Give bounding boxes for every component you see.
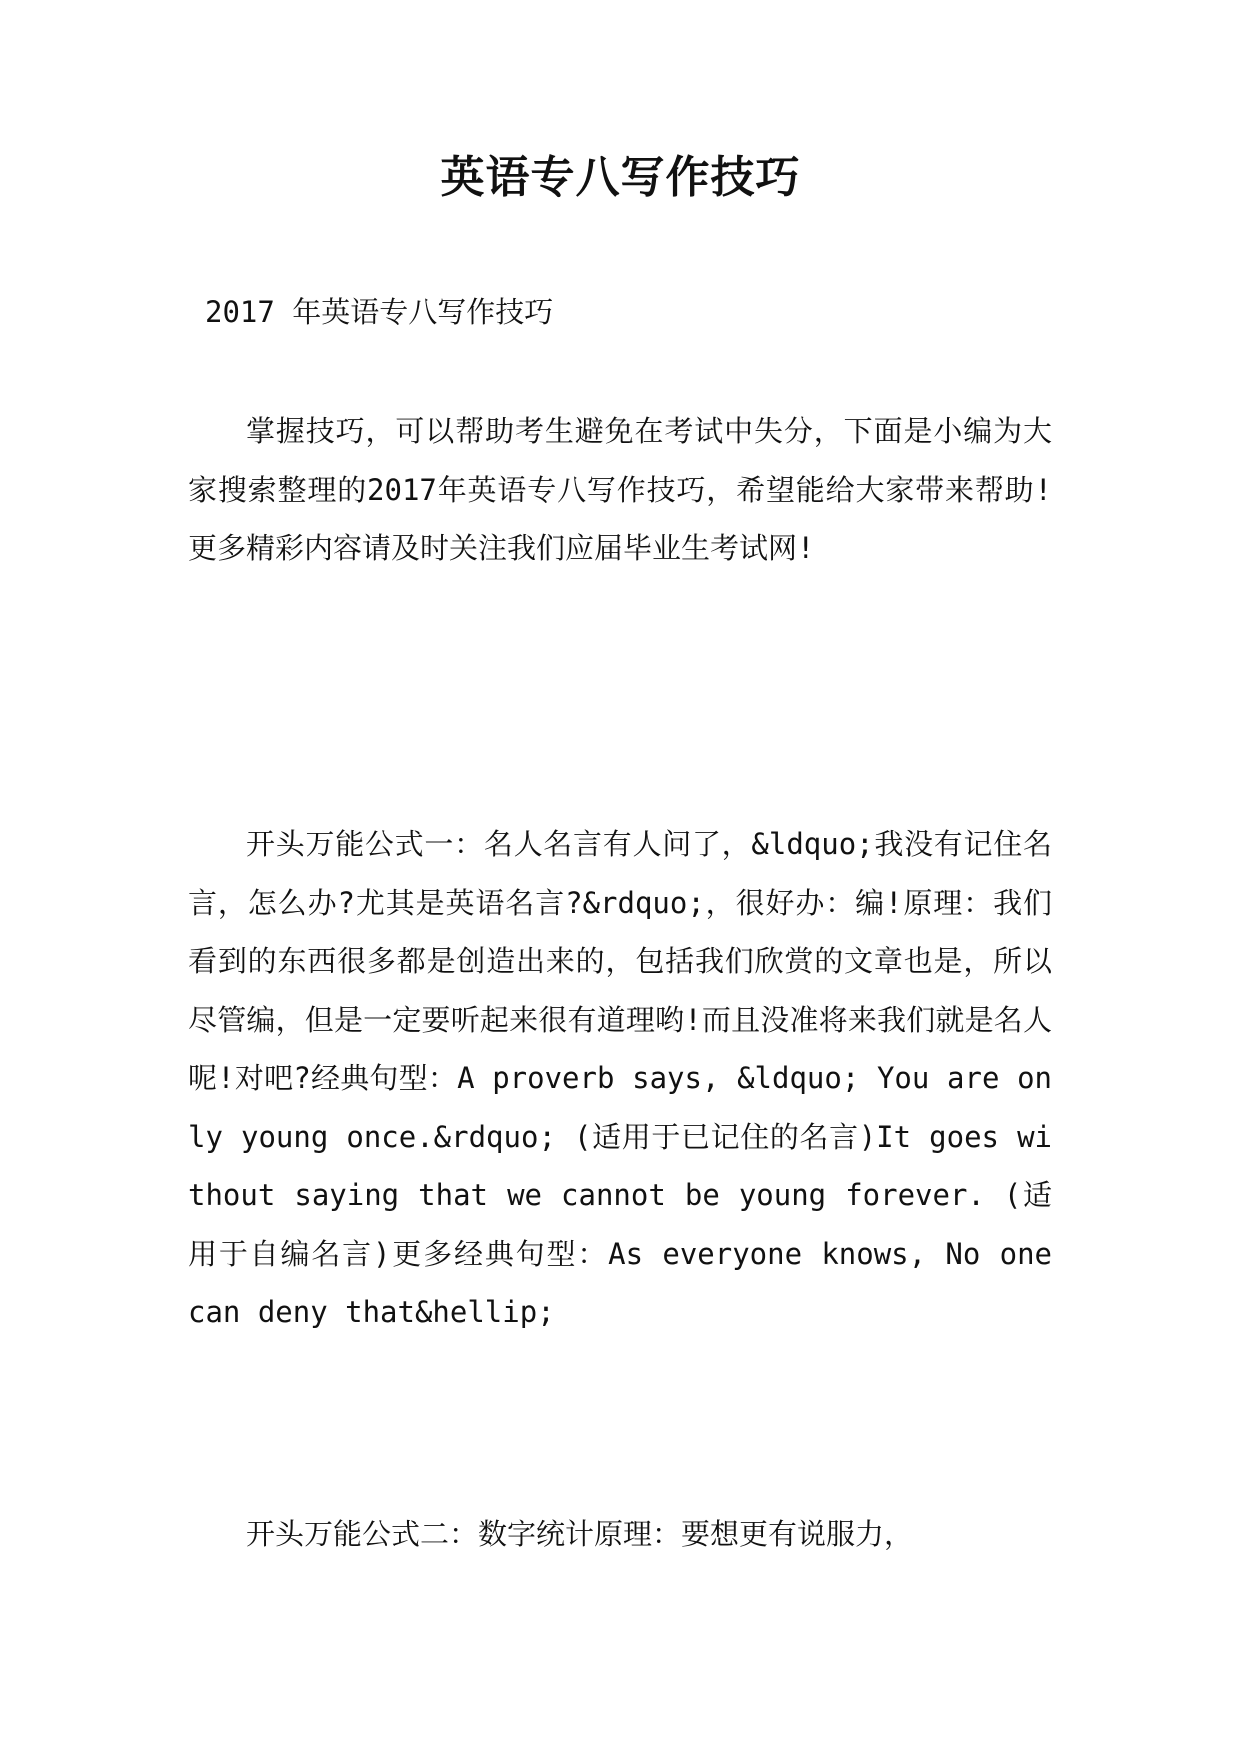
document-subtitle: 2017 年英语专八写作技巧 xyxy=(205,295,554,329)
paragraph-intro: 掌握技巧，可以帮助考生避免在考试中失分，下面是小编为大家搜索整理的2017年英语专八写作技巧，希望能给大家带来帮助!更多精彩内容请及时关注我们应届毕业生考试网! xyxy=(188,414,1052,565)
paragraph-formula-1: 开头万能公式一：名人名言有人问了，&ldquo;我没有记住名言，怎么办?尤其是英语名言?&rdquo;，很好办：编!原理：我们看到的东西很多都是创造出来的，包括我们欣赏的文章也是，所以尽管编，但是一定要听起来很有道理哟!而且没准将来我们就是名人呢!对吧?经典句型：A proverb says, &ldquo; You are only young once.&rdquo; (适用于已记住的名言)It goes without saying that we cannot be young forever. (适用于自编名言)更多经典句型：As everyone knows, No one can deny that&hellip; xyxy=(188,827,1052,1329)
document-title: 英语专八写作技巧 xyxy=(440,152,801,203)
paragraph-formula-2: 开头万能公式二：数字统计原理：要想更有说服力， xyxy=(246,1517,914,1551)
